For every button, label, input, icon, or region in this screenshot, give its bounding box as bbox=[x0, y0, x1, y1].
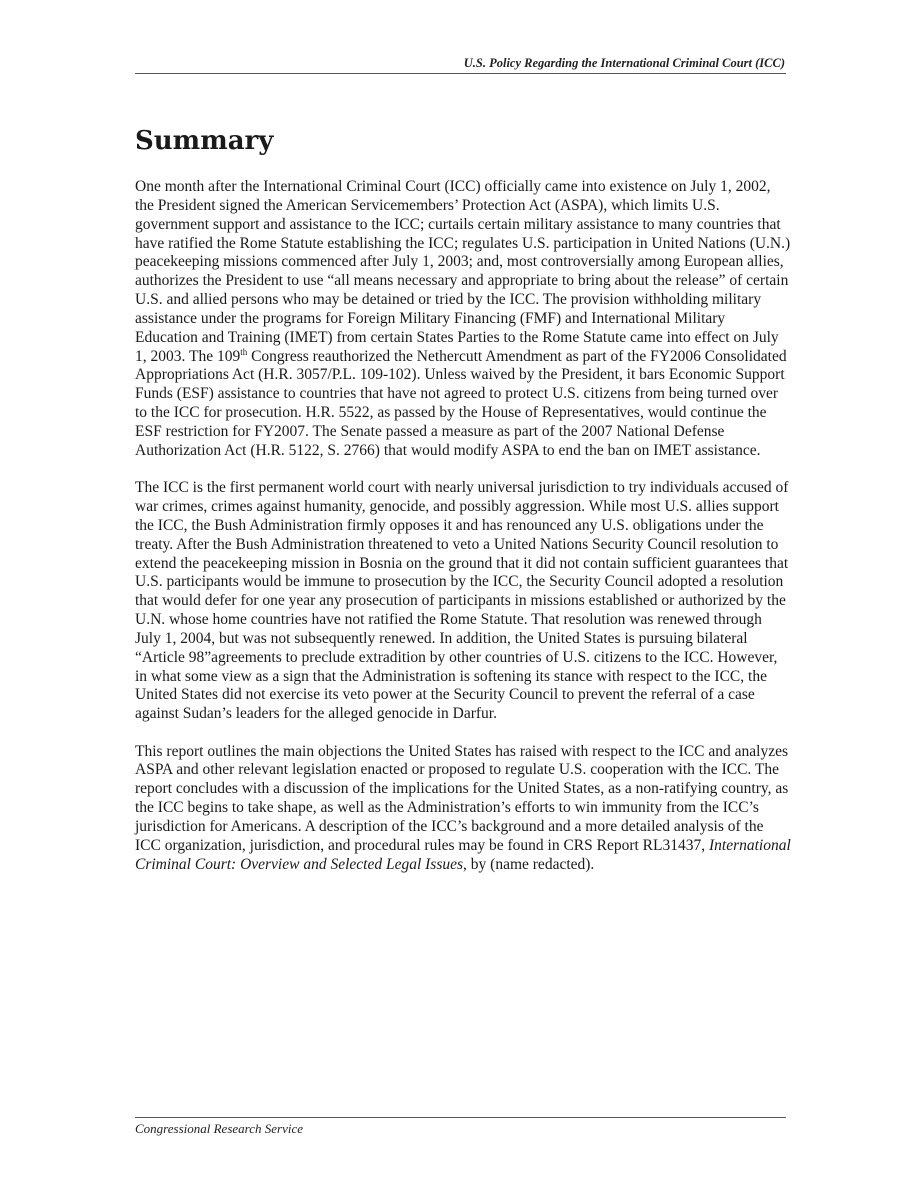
footer-publisher: Congressional Research Service bbox=[135, 1121, 303, 1136]
header-rule bbox=[135, 73, 786, 74]
paragraph-text: This report outlines the main objections the United States has raised with respect to the ICC and analyzes ASPA and other relevant legislation enacted or proposed to regulate U.S. cooperation with the ICC. The report concludes with a discussion of the implications for the United States, as a non-ratifying country, as the ICC begins to take shape, as well as the Administration’s efforts to win immunity from the ICC’s jurisdiction for Americans. A description of the ICC’s background and a more detailed analysis of the ICC organization, jurisdiction, and procedural rules may be found in CRS Report RL31437, bbox=[135, 742, 789, 854]
paragraph-text: , by (name redacted). bbox=[463, 855, 595, 873]
paragraph-text: Congress reauthorized the Nethercutt Amendment as part of the FY2006 Consolidated Appropriations Act (H.R. 3057/P.L. 109-102). Unless waived by the President, it bars Economic Support Funds (ESF) assistance to countries that have not agreed to protect U.S. citizens from being turned over to the ICC for prosecution. H.R. 5522, as passed by the House of Representatives, would continue the ESF restriction for FY2007. The Senate passed a measure as part of the 2007 National Defense Authorization Act (H.R. 5122, S. 2766) that would modify ASPA to end the ban on IMET assistance. bbox=[135, 347, 787, 459]
summary-paragraph-1 bbox=[135, 178, 791, 461]
running-header: U.S. Policy Regarding the International Criminal Court (ICC) bbox=[463, 56, 785, 70]
ordinal-superscript: th bbox=[240, 346, 248, 357]
footer-rule bbox=[135, 1117, 786, 1118]
section-title: Summary bbox=[135, 126, 274, 156]
summary-paragraph-2: The ICC is the first permanent world court with nearly universal jurisdiction to try individuals accused of war crimes, crimes against humanity, genocide, and possibly aggression. While most U.S. allies support the ICC, the Bush Administration firmly opposes it and has renounced any U.S. obligations under the treaty. After the Bush Administration threatened to veto a United Nations Security Council resolution to extend the peacekeeping mission in Bosnia on the ground that it did not contain sufficient guarantees that U.S. participants would be immune to prosecution by the ICC, the Security Council adopted a resolution that would defer for one year any prosecution of participants in missions established or authorized by the U.N. whose home countries have not ratified the Rome Statute. That resolution was renewed through July 1, 2004, but was not subsequently renewed. In addition, the United States is pursuing bilateral “Article 98”agreements to preclude extradition by other countries of U.S. citizens to the ICC. However, in what some view as a sign that the Administration is softening its stance with respect to the ICC, the United States did not exercise its veto power at the Security Council to prevent the referral of a case against Sudan’s leaders for the alleged genocide in Darfur. bbox=[135, 479, 789, 723]
report-title-citation: International Criminal Court: Overview and Selected Legal Issues bbox=[135, 836, 791, 873]
paragraph-text: One month after the International Criminal Court (ICC) officially came into existence on July 1, 2002, the President signed the American Servicemembers’ Protection Act (ASPA), which limits U.S. government support and assistance to the ICC; curtails certain military assistance to many countries that have ratified the Rome Statute establishing the ICC; regulates U.S. participation in United Nations (U.N.) peacekeeping missions commenced after July 1, 2003; and, most controversially among European allies, authorizes the President to use “all means necessary and appropriate to bring about the release” of certain U.S. and allied persons who may be detained or tried by the ICC. The provision withholding military assistance under the programs for Foreign Military Financing (FMF) and International Military Education and Training (IMET) from certain States Parties to the Rome Statute came into effect on July 1, 2003. The 109 bbox=[135, 178, 791, 365]
summary-paragraph-3 bbox=[135, 743, 791, 875]
summary-body bbox=[135, 178, 791, 893]
